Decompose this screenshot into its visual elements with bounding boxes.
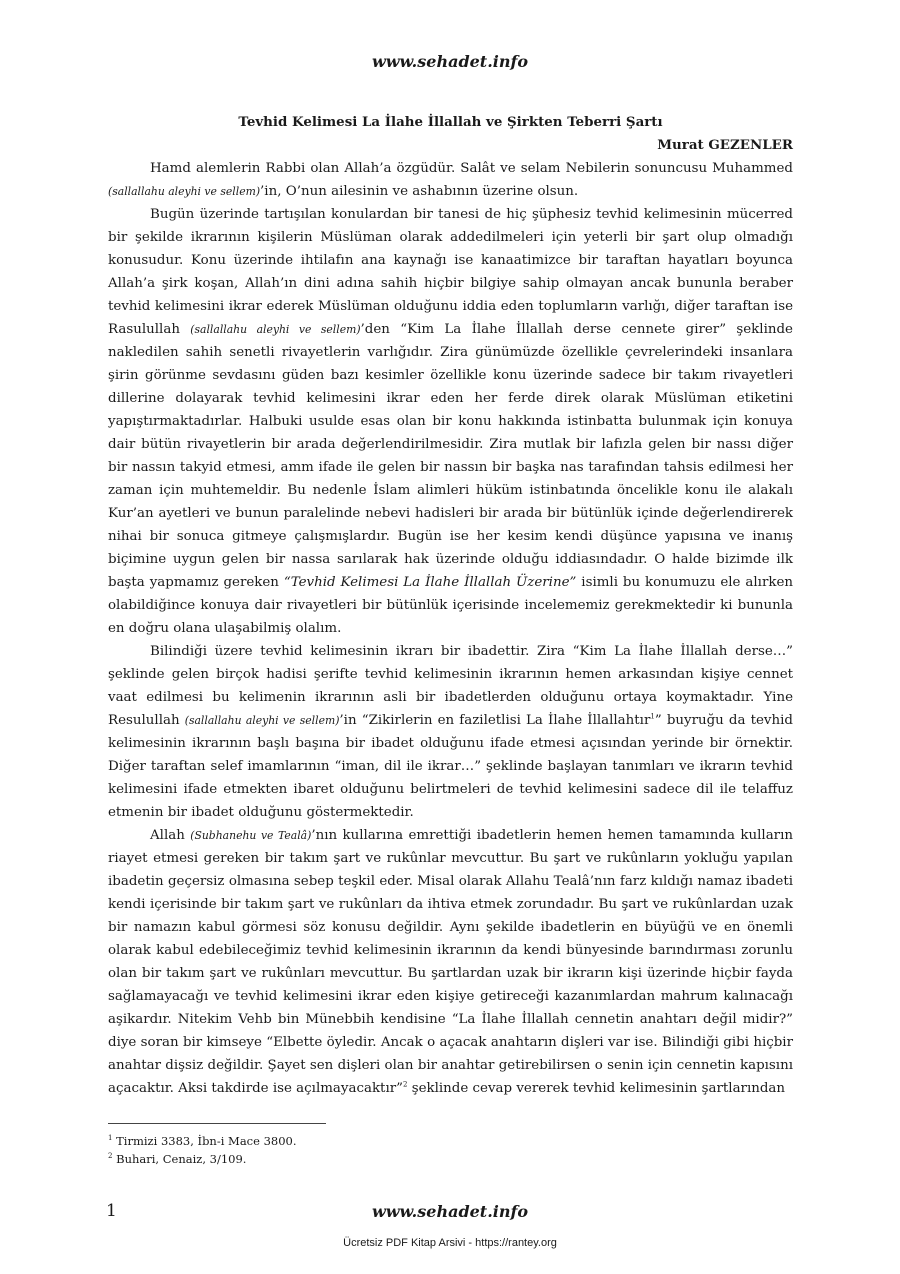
paragraph-text: Hamd alemlerin Rabbi olan Allah’a özgüdür. Salât ve selam Nebilerin sonuncusu Muhammed — [150, 161, 793, 176]
paragraph-text: Allah — [150, 828, 185, 843]
header-url: www.sehadet.info — [371, 52, 529, 71]
archive-note: Ücretsiz PDF Kitap Arsivi - https://rantey.org — [343, 1237, 557, 1249]
honorific: (sallallahu aleyhi ve sellem) — [184, 714, 340, 727]
paragraph-text: şeklinde cevap vererek tevhid kelimesinin şartlarından — [407, 1081, 786, 1096]
paragraph-text: ’nın kullarına emrettiği ibadetlerin hemen hemen tamamında kulların riayet etmesi gereken bir takım şart ve rukûnlar mevcuttur. Bu şart ve rukûnların yokluğu yapılan ibadetin geçersiz olmasına sebep teşkil eder. Misal olarak Allahu Tealâ’nın farz kıldığı namaz ibadeti kendi içerisinde bir takım şart ve rukûnları da ihtiva etmek zorundadır. Bu şart ve rukûnlardan uzak bir namazın kabul görmesi söz konusu değildir. Aynı şekilde ibadetlerin en büyüğü ve en önemli olarak kabul edebileceğimiz tevhid kelimesinin ikrarının da kendi bünyesinde barındırması zorunlu olan bir takım şart ve rukûnları mevcuttur. Bu şartlardan uzak bir ikrarın kişi üzerinde hiçbir fayda sağlamayacağı ve tevhid kelimesini ikrar eden kişiye getireceği kazanımlardan mahrum kalınacağı aşikardır. Nitekim Vehb bin Münebbih kendisine “La İlahe İllallah cennetin anahtarı değil midir?” diye soran bir kimseye “Elbette öyledir. Ancak o açacak anahtarın dişleri var ise. Bilindiği gibi hiçbir anahtar dişsiz değildir. Şayet sen dişleri olan bir anahtar getirebilirsen o senin için cennetin kapısını açacaktır. Aksi takdirde ise açılmayacaktır” — [108, 828, 793, 1096]
footnote-ref-1[interactable]: 1 — [650, 712, 655, 721]
footnote-2 — [108, 1150, 297, 1168]
paragraph-4 — [108, 824, 793, 1100]
footnote-number: 2 — [108, 1152, 113, 1161]
paragraph-text: Bugün üzerinde tartışılan konulardan bir tanesi de hiç şüphesiz tevhid kelimesinin mücerred bir şekilde ikrarının kişilerin Müslüman olarak addedilmeleri için yeterli bir şart olup olmadığı konusudur. Konu üzerinde ihtilafın ana kaynağı ise kanaatimizce bir taraftan hayatları boyunca Allah’a şirk koşan, Allah’ın dini adına sahih hiçbir bilgiye sahip olmayan ancak bununla beraber tevhid kelimesini ikrar ederek Müslüman olduğunu iddia eden toplumların varlığı, diğer taraftan ise Rasulullah — [108, 207, 793, 337]
paragraph-3 — [108, 640, 793, 824]
article-author: Murat GEZENLER — [657, 137, 793, 153]
footer-url: www.sehadet.info — [371, 1202, 529, 1221]
paragraph-1 — [108, 157, 793, 203]
paragraph-text: ’in, O’nun ailesinin ve ashabının üzerine olsun. — [260, 184, 579, 199]
footnote-divider — [108, 1123, 326, 1124]
footnote-number: 1 — [108, 1134, 113, 1143]
footnote-1 — [108, 1132, 297, 1150]
paragraph-text: isimli bu konumuzu ele alırken olabildiğince konuya dair rivayetleri bir bütünlük içerisinde incelememiz gerekmektedir ki bununla en doğru olana ulaşabilmiş olalım. — [108, 575, 794, 636]
paragraph-text: ’in “Zikirlerin en faziletlisi La İlahe İllallahtır — [339, 713, 651, 728]
article-body — [108, 111, 793, 1100]
paragraph-text: ” buyruğu da tevhid kelimesinin ikrarının başlı başına bir ibadet olduğunu ifade etmesi açısından yerinde bir örnektir. Diğer taraftan selef imamlarının “iman, dil ile ikrar…” şeklinde başlayan tanımları ve ikrarın tevhid kelimesini ifade etmekten ibaret olduğunu belirtmeleri de tevhid kelimesini sadece dil ile telaffuz etmenin bir ibadet olduğunu göstermektedir. — [108, 713, 793, 820]
article-title: Tevhid Kelimesi La İlahe İllallah ve Şirkten Teberri Şartı — [238, 114, 663, 130]
footnote-ref-2[interactable]: 2 — [402, 1080, 408, 1089]
paragraph-2 — [108, 203, 793, 640]
italic-phrase: “Tevhid Kelimesi La İlahe İllallah Üzerine” — [283, 575, 577, 590]
honorific: (sallallahu aleyhi ve sellem) — [190, 323, 361, 336]
honorific: (Subhanehu ve Tealâ) — [190, 829, 312, 842]
footnotes — [108, 1132, 297, 1168]
paragraph-text: Bilindiği üzere tevhid kelimesinin ikrarı bir ibadettir. Zira “Kim La İlahe İllallah derse…” şeklinde gelen birçok hadisi şerifte tevhid kelimesinin ikrarının hemen arkasından kişiye cennet vaat edilmesi bu kelimenin ikrarının asli bir ibadetlerden olduğunu ortaya koymaktadır. Yine Resulullah — [108, 644, 793, 728]
footnote-text: Buhari, Cenaiz, 3/109. — [112, 1152, 247, 1166]
honorific: (sallallahu aleyhi ve sellem) — [108, 185, 261, 198]
page-number: 1 — [106, 1201, 117, 1221]
footnote-text: Tirmizi 3383, İbn-i Mace 3800. — [112, 1134, 297, 1148]
paragraph-text: ’den “Kim La İlahe İllallah derse cennete girer” şeklinde nakledilen sahih senetli rivayetlerin varlığıdır. Zira günümüzde özellikle çevrelerindeki insanlara şirin görünme sevdasını güden bazı kesimler özellikle konu üzerinde sadece bir takım rivayetleri dillerine dolayarak tevhid kelimesini ikrar eden her ferde direk olarak Müslüman etiketini yapıştırmaktadırlar. Halbuki usulde esas olan bir konu hakkında istinbatta bulunmak için konuya dair bütün rivayetlerin bir arada değerlendirilmesidir. Zira mutlak bir lafızla gelen bir nassı diğer bir nassın takyid etmesi, amm ifade ile gelen bir nassın bir başka nas tarafından tahsis edilmesi her zaman için muhtemeldir. Bu nedenle İslam alimleri hüküm istinbatında öncelikle konu ile alakalı Kur’an ayetleri ve bunun paralelinde nebevi hadisleri bir arada bir bütünlük içinde değerlendirerek nihai bir sonuca gitmeye çalışmışlardır. Bugün ise her kesim kendi düşünce yapısına ve inanış biçimine uygun gelen bir nassa sarılarak hak üzerinde olduğu iddiasındadır. O halde bizimde ilk başta yapmamız gereken — [108, 322, 793, 590]
